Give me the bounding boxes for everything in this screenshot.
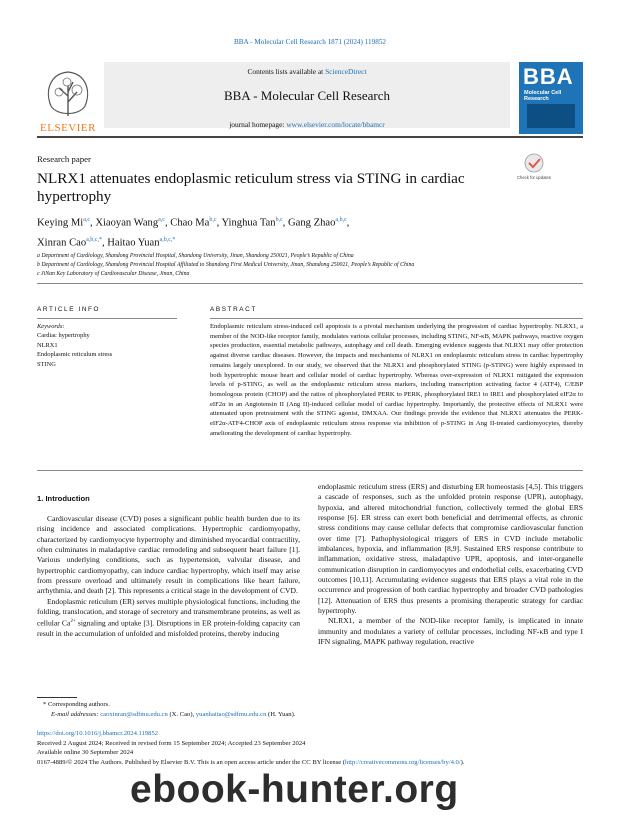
body-left-column: [37, 514, 300, 640]
keywords-block: [37, 322, 197, 369]
license-prefix: 0167-4889/© 2024 The Authors. Published by Elsevier B.V. This is an open access article under the CC BY license (: [37, 758, 346, 766]
abstract-heading: ABSTRACT: [210, 306, 257, 313]
homepage-link[interactable]: www.elsevier.com/locate/bbamcr: [286, 120, 385, 129]
keyword-item: Cardiac hypertrophy: [37, 332, 90, 340]
email-link-yuan[interactable]: yuanhaitao@sdfmu.edu.cn: [195, 710, 267, 718]
header-rule: [37, 136, 583, 138]
received-dates: Received 2 August 2024; Received in revised form 15 September 2024; Accepted 23 September 2024: [37, 739, 306, 747]
keyword-item: NLRX1: [37, 341, 58, 349]
author-name[interactable]: Gang Zhao: [288, 217, 336, 229]
article-info-heading: ARTICLE INFO: [37, 306, 101, 313]
email-link-cao[interactable]: caoxinran@sdfmu.edu.cn: [100, 710, 168, 718]
license-suffix: ).: [460, 758, 465, 766]
check-for-updates-badge[interactable]: [519, 152, 549, 184]
author-line-2: Xinran Cao$^{a,b,c,*}$, Haitao Yuan$^{a,b,c,*}$: [37, 236, 176, 249]
affiliation-c: c JiNan Key Laboratory of Cardiovascular Disease, Jinan, China: [37, 271, 190, 277]
author-affiliation-marks[interactable]: b,c: [275, 217, 283, 223]
author-affiliation-marks[interactable]: b,c: [209, 217, 217, 223]
email-line: [37, 710, 583, 720]
email-who-cao: (X. Cao),: [167, 710, 196, 718]
abstract-bottom-rule: [37, 470, 583, 471]
author-affiliation-marks[interactable]: a,b,c: [335, 217, 347, 223]
author-name[interactable]: Keying Mi: [37, 217, 84, 229]
cover-title: BBA: [523, 64, 574, 89]
author-name[interactable]: Chao Ma: [170, 217, 210, 229]
body-paragraph: Cardiovascular disease (CVD) poses a significant public health burden due to its rising incidence and associated complications. Hypertrophic cardiomyopathy, characterized by cardiomyocyte hypertrophy and diminished myocardial contractility, often culminates in maladaptive cardiac remodeling and subsequent heart failure [1]. Various underlying conditions, such as hypertension, valvular disease, and hypertrophic cardiomyopathy, can induce cardiac hypertrophy, which itself may arise from pressure overload and ultimately result in complications like heart failure, arrhythmia, and death [2]. This represents a critical stage in the development of CVD.: [37, 514, 300, 596]
author-name[interactable]: Haitao Yuan: [107, 237, 160, 249]
abstract-rule: [210, 318, 583, 319]
author-list: [37, 212, 557, 251]
author-name[interactable]: Xiaoyan Wang: [95, 217, 159, 229]
license-link[interactable]: http://creativecommons.org/licenses/by/4.0/: [345, 758, 461, 766]
article-info-rule: [37, 318, 177, 319]
keyword-item: Endoplasmic reticulum stress: [37, 351, 113, 359]
affiliation-b: b Department of Cardiology, Shandong Provincial Hospital Affiliated to Shandong First Medical University, Jinan, Shandong 250021, People’s Republic of China: [37, 262, 415, 268]
author-name[interactable]: Xinran Cao: [37, 237, 87, 249]
section-heading-introduction: 1. Introduction: [37, 494, 90, 503]
author-name[interactable]: Yinghua Tan: [221, 217, 276, 229]
author-affiliation-marks[interactable]: a,b,c,*: [159, 236, 176, 243]
contents-prefix: Contents lists available at: [247, 67, 326, 76]
license-line: [37, 758, 597, 768]
author-affiliation-marks[interactable]: a,c: [83, 217, 91, 223]
watermark: ebook-hunter.org: [130, 768, 459, 811]
body-paragraph: endoplasmic reticulum stress (ERS) and disturbing ER homeostasis [4,5]. This triggers a cascade of responses, such as the unfolded protein response (UPR), autophagy, hypoxia, and altered mitochondrial function, collectively termed the global ERS response [6]. ER stress can exert both beneficial and detrimental effects, as chronic stress conditions may cause cellular defects that compromise cardiovascular function over time [7]. Pathophysiological triggers of ERS in CVD include metabolic imbalances, hypoxia, and inflammation [8,9]. Sustained ERS response contribute to inflammation, oxidative stress, maladaptive UPR, apoptosis, and inter-organelle communication disruption in cardiomyocytes and endothelial cells, exacerbating CVD outcomes [10,11]. Accumulating evidence suggests that ERS plays a vital role in the occurrence and progression of both cardiac hypertrophy and broader CVD pathologies [12]. Attenuation of ERS thus presents a promising therapeutic strategy for cardiac hypertrophy.: [318, 482, 583, 616]
affiliation-a: a Department of Cardiology, Shandong Provincial Hospital, Shandong University, Jinan, Shandong 250021, People’s Republic of China: [37, 253, 354, 259]
journal-homepage: [104, 120, 510, 129]
publication-metadata: [37, 729, 597, 767]
svg-text:Check for updates: Check for updates: [517, 175, 551, 180]
doi-link[interactable]: https://doi.org/10.1016/j.bbamcr.2024.119852: [37, 730, 159, 737]
sciencedirect-link[interactable]: ScienceDirect: [325, 67, 367, 76]
email-label: E-mail addresses:: [51, 710, 99, 718]
keywords-label: Keywords:: [37, 323, 65, 330]
author-affiliation-marks[interactable]: a,c: [158, 217, 165, 223]
elsevier-logo[interactable]: [37, 62, 99, 134]
footnote: [37, 700, 583, 719]
homepage-prefix: journal homepage:: [229, 120, 287, 129]
corresponding-note: * Corresponding authors.: [43, 701, 110, 708]
title-rule: [37, 283, 583, 284]
article-type: Research paper: [37, 154, 91, 164]
article-title: NLRX1 attenuates endoplasmic reticulum stress via STING in cardiac hypertrophy: [37, 170, 465, 205]
cover-image: [527, 104, 575, 128]
journal-citation[interactable]: BBA - Molecular Cell Research 1871 (2024) 119852: [233, 38, 387, 46]
journal-cover-thumbnail[interactable]: [519, 62, 583, 134]
email-who-yuan: (H. Yuan).: [266, 710, 296, 718]
author-line-1: Keying Mi$^{a,c}$, Xiaoyan Wang$^{a,c}$, Chao Ma$^{b,c}$, Yinghua Tan$^{b,c}$, Gang Zhao$^{a,b,c}$,: [37, 217, 350, 229]
elsevier-tree-icon: [37, 62, 99, 134]
keyword-item: STING: [37, 360, 56, 368]
check-updates-icon: [519, 152, 549, 184]
abstract-text: Endoplasmic reticulum stress-induced cell apoptosis is a pivotal mechanism underlying the progression of cardiac hypertrophy. NLRX1, a member of the NOD-like receptor family, modulates various cellular processes, including STING, NF-κB, MAPK pathways, reactive oxygen species production, essential metabolic pathways, autophagy and cell death. Emerging evidence suggests that NLRX1 may offer protection against diverse cardiac diseases. However, the impacts and mechanisms of NLRX1 on endoplasmic reticulum stress in cardiac hypertrophy remains largely unexplored. In our study, we observed that the NLRX1 and phosphorylated STING (p-STING) were highly expressed in both hypertrophic mouse heart and cellular model of cardiac hypertrophy. Whereas over-expression of NLRX1 mitigated the expression levels of p-STING, as well as the endoplasmic reticulum stress markers, including transcription activating factor 4 (ATF4), C/EBP homologous protein (CHOP) and the ratios of phosphorylated PERK to PERK, phosphorylated IRE1 to IRE1 and phosphorylated eIF2α to eIF2α in an Angiotensin II (Ang II)-induced cellular model of cardiac hypertrophy. Importantly, the protective effects of NLRX1 were attenuated upon pretreatment with the STING agonist, DMXAA. Our findings provide the evidence that NLRX1 attenuates the PERK-eIF2α-ATF4-CHOP axis of endoplasmic reticulum stress response via inhibition of p-STING in Ang II-treated cardiomyocytes, thereby ameliorating the development of cardiac hypertrophy.: [210, 323, 583, 437]
body-paragraph: NLRX1, a member of the NOD-like receptor family, is implicated in innate immunity and modulates a variety of cellular processes, including NF-κB and type I IFN signaling, MAPK pathway regulation, reactive: [318, 616, 583, 647]
body-right-column: [318, 482, 583, 648]
cover-subtitle: Molecular Cell Research: [524, 90, 562, 102]
svg-text:ELSEVIER: ELSEVIER: [40, 122, 96, 134]
author-affiliation-marks[interactable]: a,b,c,*: [86, 236, 102, 243]
contents-line: [104, 67, 510, 76]
body-paragraph: Endoplasmic reticulum (ER) serves multiple physiological functions, including the folding, translocation, and storage of secretory and transmembrane proteins, as well as cellular $Ca^{2+}$ signaling and uptake [3]. Disruptions in ER protein-folding capacity can result in the accumulation of unfolded and misfolded proteins, thereby inducing: [37, 596, 300, 639]
available-online: Available online 30 September 2024: [37, 749, 134, 757]
journal-name: BBA - Molecular Cell Research: [223, 88, 391, 103]
footnote-rule: [37, 697, 77, 698]
